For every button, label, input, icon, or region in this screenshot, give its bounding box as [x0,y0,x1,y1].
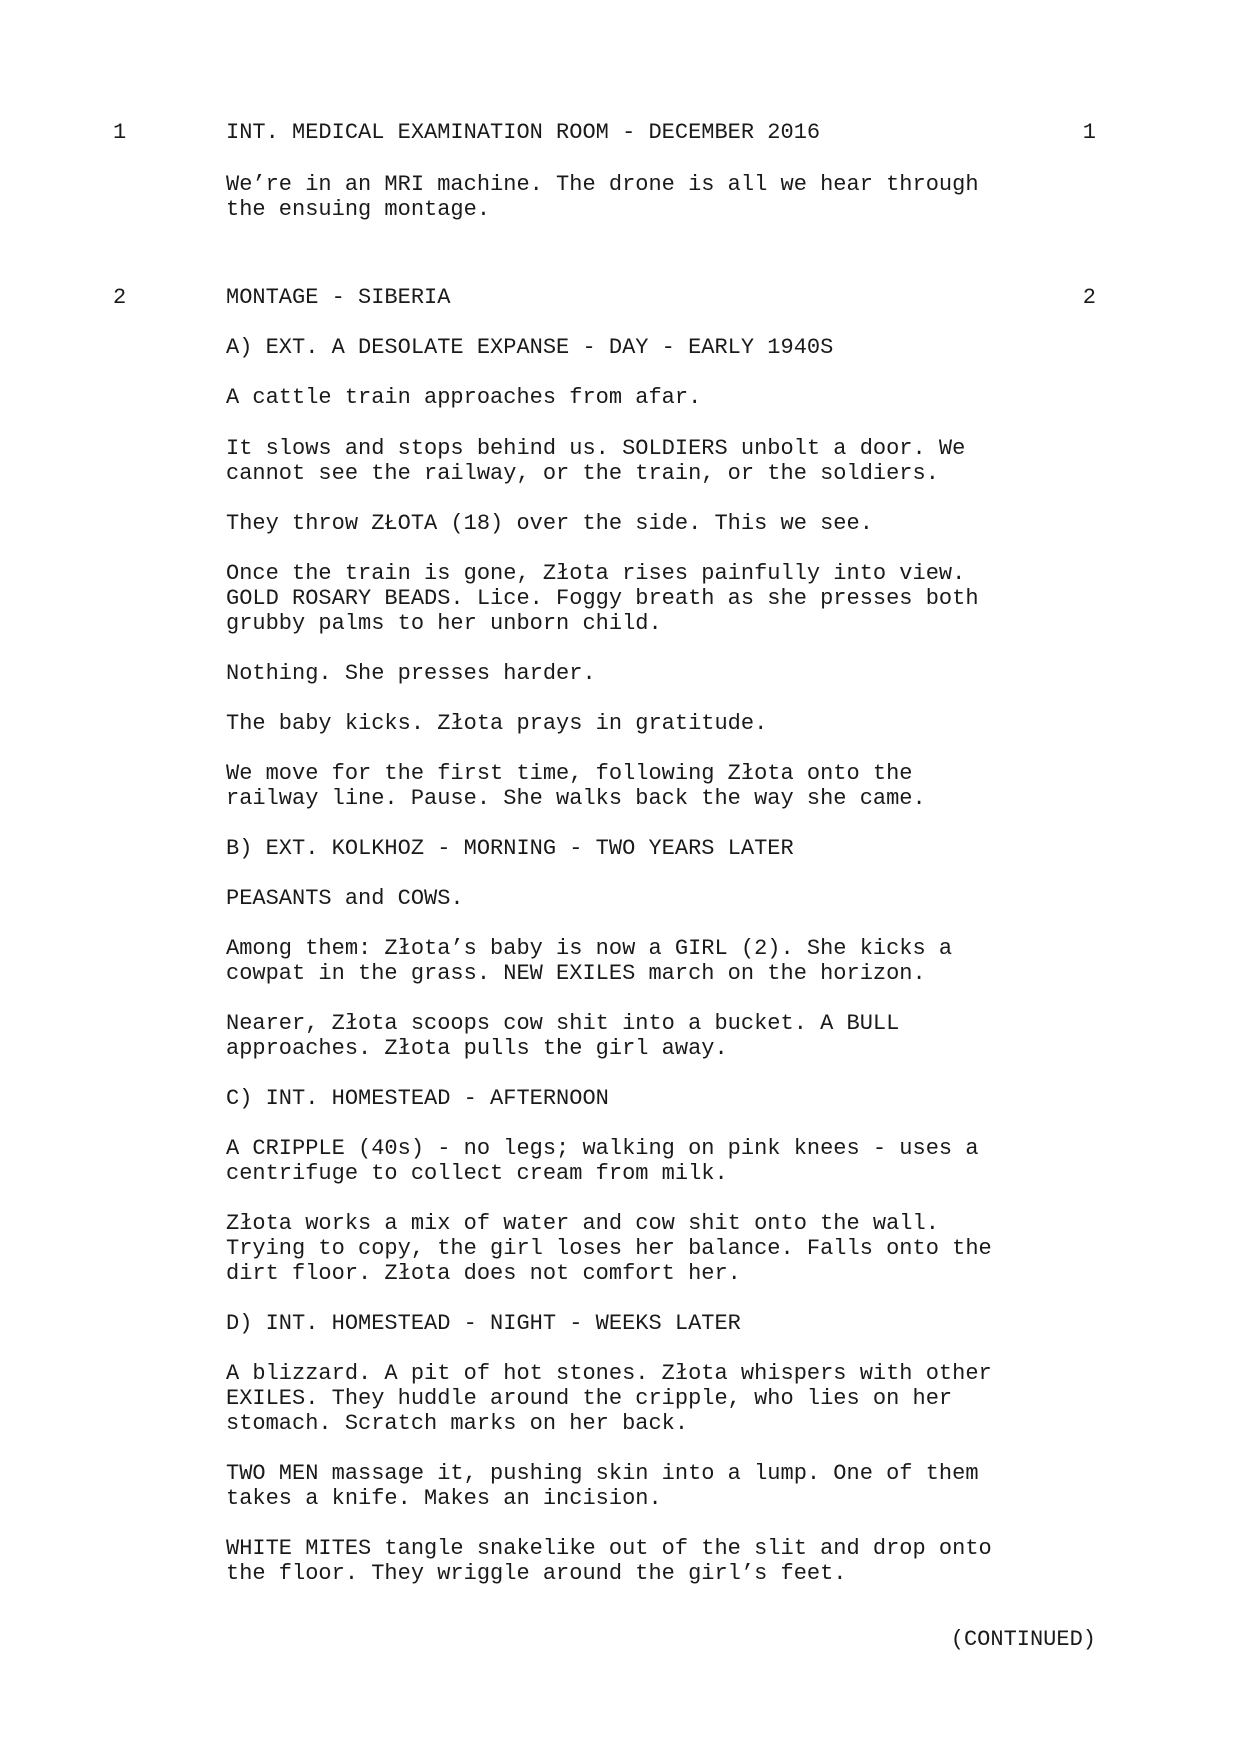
action-paragraph: We move for the first time, following Złota onto the railway line. Pause. She walks back the way she came. [226,761,926,811]
subscene-heading: D) INT. HOMESTEAD - NIGHT - WEEKS LATER [226,1311,741,1336]
continued-label: (CONTINUED) [950,1627,1096,1652]
action-paragraph: A cattle train approaches from afar. [226,385,702,410]
scene-heading: MONTAGE - SIBERIA [226,285,451,310]
scene-number-left: 1 [113,120,127,145]
action-paragraph: Złota works a mix of water and cow shit onto the wall. Trying to copy, the girl loses her balance. Falls onto the dirt floor. Złota does not comfort her. [226,1211,992,1286]
action-paragraph: WHITE MITES tangle snakelike out of the slit and drop onto the floor. They wriggle around the girl’s feet. [226,1536,992,1586]
action-paragraph: Nearer, Złota scoops cow shit into a bucket. A BULL approaches. Złota pulls the girl away. [226,1011,900,1061]
subscene-heading: C) INT. HOMESTEAD - AFTERNOON [226,1086,609,1111]
action-paragraph: A CRIPPLE (40s) - no legs; walking on pink knees - uses a centrifuge to collect cream from milk. [226,1136,979,1186]
scene-number-right: 2 [1082,285,1096,310]
action-paragraph: It slows and stops behind us. SOLDIERS unbolt a door. We cannot see the railway, or the train, or the soldiers. [226,436,966,486]
action-paragraph: The baby kicks. Złota prays in gratitude. [226,711,768,736]
scene-heading: INT. MEDICAL EXAMINATION ROOM - DECEMBER 2016 [226,120,821,145]
action-paragraph: PEASANTS and COWS. [226,886,464,911]
action-paragraph: Once the train is gone, Złota rises painfully into view. GOLD ROSARY BEADS. Lice. Foggy breath as she presses both grubby palms to her unborn child. [226,561,979,636]
subscene-heading: B) EXT. KOLKHOZ - MORNING - TWO YEARS LATER [226,836,794,861]
action-paragraph: A blizzard. A pit of hot stones. Złota whispers with other EXILES. They huddle around the cripple, who lies on her stomach. Scratch marks on her back. [226,1361,992,1436]
action-paragraph: Nothing. She presses harder. [226,661,596,686]
scene-number-left: 2 [113,285,127,310]
action-paragraph: They throw ZŁOTA (18) over the side. This we see. [226,511,873,536]
scene-number-right: 1 [1082,120,1096,145]
action-paragraph: We’re in an MRI machine. The drone is all we hear through the ensuing montage. [226,172,979,222]
action-paragraph: Among them: Złota’s baby is now a GIRL (2). She kicks a cowpat in the grass. NEW EXILES march on the horizon. [226,936,953,986]
subscene-heading: A) EXT. A DESOLATE EXPANSE - DAY - EARLY 1940S [226,335,834,360]
action-paragraph: TWO MEN massage it, pushing skin into a lump. One of them takes a knife. Makes an incision. [226,1461,979,1511]
